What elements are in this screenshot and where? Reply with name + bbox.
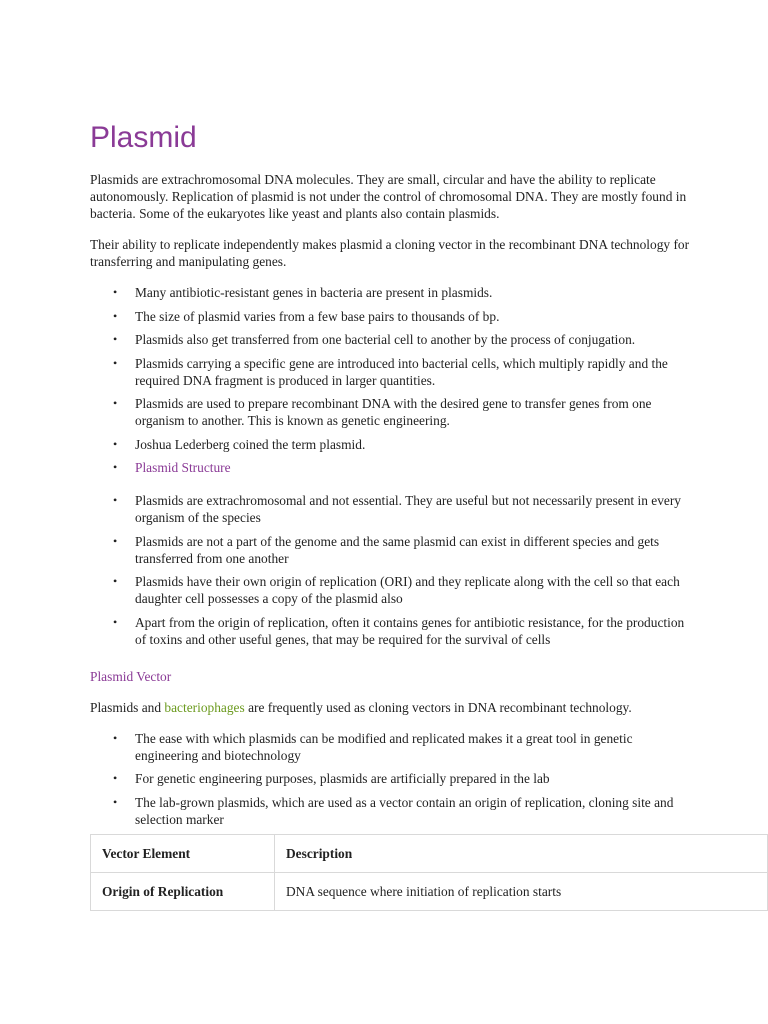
plasmid-structure-link[interactable]: • Plasmid Structure: [135, 459, 690, 476]
article: [90, 118, 690, 834]
list-item: • The lab-grown plasmids, which are used as a vector contain an origin of replication, cloning site and selection marker: [135, 794, 690, 828]
facts-list: [90, 284, 690, 476]
list-item: • The size of plasmid varies from a few base pairs to thousands of bp.: [135, 308, 690, 325]
structure-list: [90, 492, 690, 648]
list-item: • Plasmids also get transferred from one bacterial cell to another by the process of conjugation.: [135, 331, 690, 348]
vector-list: [90, 730, 690, 828]
page-title: Plasmid: [90, 121, 197, 154]
list-item: • Plasmids are not a part of the genome and the same plasmid can exist in different species and gets transferred from one another: [135, 533, 690, 567]
table-header-cell: Vector Element: [91, 835, 275, 873]
table-header-cell: Description: [275, 835, 768, 873]
table-cell: Origin of Replication: [91, 873, 275, 911]
bacteriophages-link[interactable]: bacteriophages: [164, 699, 245, 715]
list-item: • The ease with which plasmids can be modified and replicated makes it a great tool in genetic engineering and biotechnology: [135, 730, 690, 764]
vector-paragraph-text-end: are frequently used as cloning vectors in DNA recombinant technology.: [244, 699, 632, 715]
list-item: • Many antibiotic-resistant genes in bacteria are present in plasmids.: [135, 284, 690, 301]
table-cell: DNA sequence where initiation of replication starts: [275, 873, 768, 911]
table-row: [91, 873, 768, 911]
list-item: • For genetic engineering purposes, plasmids are artificially prepared in the lab: [135, 770, 690, 787]
intro-paragraph-2: Their ability to replicate independently makes plasmid a cloning vector in the recombinant DNA technology for transferring and manipulating genes.: [90, 237, 690, 269]
list-item: • Plasmids are extrachromosomal and not essential. They are useful but not necessarily present in every organism of the species: [135, 492, 690, 526]
vector-paragraph: [90, 699, 690, 716]
plasmid-vector-heading: Plasmid Vector: [90, 668, 172, 684]
list-item: • Apart from the origin of replication, often it contains genes for antibiotic resistance, for the production of toxins and other useful genes, that may be required for the survival of cells: [135, 614, 690, 648]
vector-paragraph-text-start: Plasmids and: [90, 699, 165, 715]
intro-paragraph-1: Plasmids are extrachromosomal DNA molecules. They are small, circular and have the ability to replicate autonomously. Replication of plasmid is not under the control of chromosomal DNA. They are mostly found in bacteria. Some of the eukaryotes like yeast and plants also contain plasmids.: [90, 172, 687, 221]
list-item: • Plasmids have their own origin of replication (ORI) and they replicate along with the cell so that each daughter cell possesses a copy of the plasmid also: [135, 573, 690, 607]
table-header-row: [91, 835, 768, 873]
vector-elements-table: [90, 834, 768, 911]
list-item: • Plasmids are used to prepare recombinant DNA with the desired gene to transfer genes from one organism to another. This is known as genetic engineering.: [135, 395, 690, 429]
list-item: • Plasmids carrying a specific gene are introduced into bacterial cells, which multiply rapidly and the required DNA fragment is produced in larger quantities.: [135, 355, 690, 389]
list-item: • Joshua Lederberg coined the term plasmid.: [135, 436, 690, 453]
